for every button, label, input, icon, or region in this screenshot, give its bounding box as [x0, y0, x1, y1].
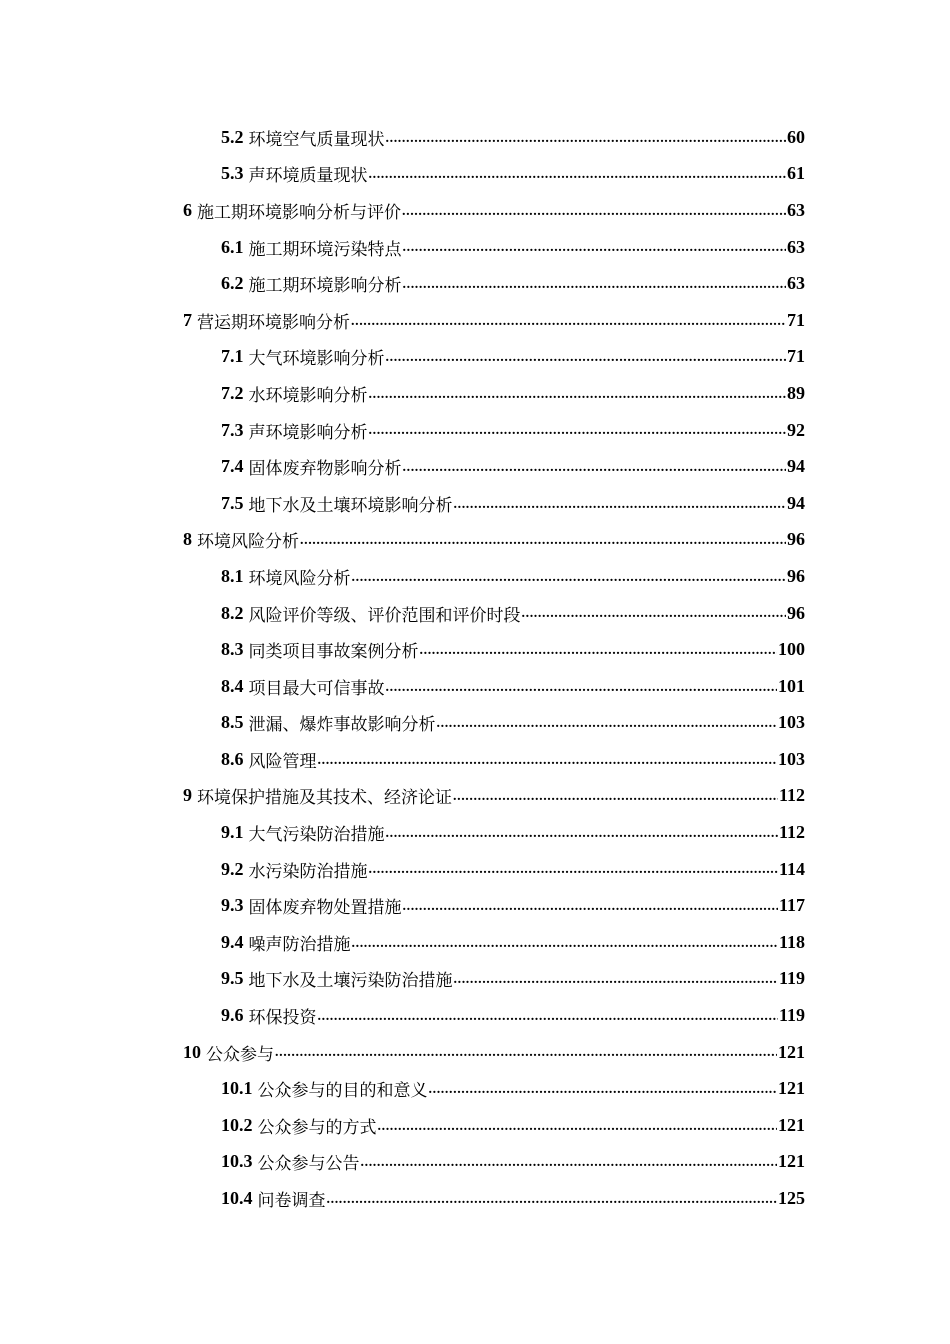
toc-entry-number: 10.3	[221, 1151, 253, 1172]
toc-entry-title: 环境保护措施及其技术、经济论证	[197, 788, 452, 809]
toc-dot-leader	[454, 972, 778, 997]
toc-entry[interactable]	[0, 924, 950, 961]
toc-entry-page-number: 71	[787, 309, 805, 330]
toc-entry[interactable]	[0, 705, 950, 742]
toc-entry-page-number: 94	[787, 456, 805, 477]
toc-entry-number: 8.3	[221, 639, 244, 660]
toc-entry-title: 水环境影响分析	[248, 385, 368, 406]
toc-dot-leader	[300, 533, 786, 558]
toc-entry[interactable]	[0, 485, 950, 522]
toc-entry-title: 公众参与的目的和意义	[257, 1081, 428, 1102]
toc-entry-title: 营运期环境影响分析	[197, 312, 350, 333]
toc-entry-title: 固体废弃物处置措施	[248, 898, 402, 919]
toc-entry-page-number: 60	[787, 126, 805, 147]
toc-entry-title: 环境风险分析	[248, 568, 351, 589]
toc-entry-page-number: 119	[778, 968, 805, 989]
toc-entry[interactable]	[0, 631, 950, 668]
toc-entry-title: 风险评价等级、评价范围和评价时段	[248, 605, 521, 626]
toc-dot-leader	[403, 460, 787, 485]
toc-entry-number: 10.4	[221, 1188, 253, 1209]
toc-entry[interactable]	[0, 119, 950, 156]
toc-entry[interactable]	[0, 778, 950, 815]
toc-dot-leader	[369, 387, 787, 412]
toc-entry-page-number: 118	[778, 931, 805, 952]
toc-dot-leader	[403, 277, 787, 302]
toc-dot-leader	[437, 716, 778, 741]
toc-entry-number: 9.2	[221, 858, 244, 879]
toc-entry-number: 10.1	[221, 1078, 253, 1099]
toc-entry[interactable]	[0, 302, 950, 339]
toc-entry-number: 9.1	[221, 822, 244, 843]
toc-entry[interactable]	[0, 851, 950, 888]
toc-entry-title: 风险管理	[248, 751, 317, 772]
toc-entry-title: 固体废弃物影响分析	[248, 459, 402, 480]
toc-entry-number: 10.2	[221, 1114, 253, 1135]
toc-dot-leader	[369, 167, 787, 192]
toc-entry-page-number: 112	[778, 822, 805, 843]
toc-entry-title: 环保投资	[248, 1008, 317, 1029]
toc-entry-title: 公众参与公告	[257, 1154, 360, 1175]
toc-entry-number: 8.1	[221, 565, 244, 586]
toc-entry-number: 8.4	[221, 675, 244, 696]
toc-entry-page-number: 117	[778, 895, 805, 916]
toc-dot-leader	[351, 314, 786, 339]
toc-entry-title: 环境风险分析	[197, 532, 299, 553]
toc-dot-leader	[352, 936, 778, 961]
toc-entry-page-number: 96	[787, 565, 805, 586]
toc-entry-number: 6	[183, 199, 192, 220]
toc-entry-number: 9.6	[221, 1005, 244, 1026]
toc-entry-page-number: 103	[778, 712, 805, 733]
toc-entry-page-number: 125	[778, 1188, 805, 1209]
toc-entry[interactable]	[0, 192, 950, 229]
toc-entry-title: 声环境质量现状	[248, 166, 368, 187]
toc-entry-page-number: 92	[787, 419, 805, 440]
toc-entry-number: 8	[183, 529, 192, 550]
toc-dot-leader	[420, 643, 778, 668]
toc-entry-number: 9.3	[221, 895, 244, 916]
toc-entry[interactable]	[0, 1107, 950, 1144]
toc-dot-leader	[378, 1119, 778, 1144]
toc-dot-leader	[386, 680, 778, 705]
toc-entry-number: 5.3	[221, 163, 244, 184]
toc-entry-title: 声环境影响分析	[248, 422, 368, 443]
toc-entry-number: 9.5	[221, 968, 244, 989]
toc-entry-page-number: 103	[778, 748, 805, 769]
toc-entry-number: 7.1	[221, 346, 244, 367]
toc-entry[interactable]	[0, 1180, 950, 1217]
toc-entry[interactable]	[0, 412, 950, 449]
toc-entry-title: 地下水及土壤环境影响分析	[248, 495, 453, 516]
toc-entry-page-number: 100	[778, 639, 805, 660]
toc-dot-leader	[522, 606, 787, 631]
toc-entry-page-number: 71	[787, 346, 805, 367]
toc-entry-number: 9	[183, 785, 192, 806]
toc-entry[interactable]	[0, 265, 950, 302]
toc-entry[interactable]	[0, 448, 950, 485]
toc-entry[interactable]	[0, 375, 950, 412]
toc-entry-number: 8.2	[221, 602, 244, 623]
toc-entry-page-number: 121	[778, 1041, 805, 1062]
toc-entry[interactable]	[0, 668, 950, 705]
toc-entry-title: 项目最大可信事故	[248, 678, 385, 699]
toc-entry[interactable]	[0, 741, 950, 778]
toc-entry-page-number: 121	[778, 1078, 805, 1099]
toc-entry-number: 8.6	[221, 748, 244, 769]
toc-entry-page-number: 63	[787, 199, 805, 220]
toc-entry-title: 地下水及土壤污染防治措施	[248, 971, 453, 992]
toc-entry-title: 大气环境影响分析	[248, 349, 385, 370]
toc-entry[interactable]	[0, 156, 950, 193]
toc-dot-leader	[386, 350, 787, 375]
toc-entry-page-number: 119	[778, 1005, 805, 1026]
toc-entry-title: 同类项目事故案例分析	[248, 642, 419, 663]
table-of-contents	[0, 119, 950, 1217]
toc-dot-leader	[429, 1082, 778, 1107]
toc-entry-page-number: 121	[778, 1114, 805, 1135]
toc-entry-title: 噪声防治措施	[248, 934, 351, 955]
toc-dot-leader	[403, 899, 778, 924]
toc-dot-leader	[403, 240, 787, 265]
toc-dot-leader	[386, 826, 778, 851]
toc-entry-page-number: 112	[778, 785, 805, 806]
toc-entry-number: 7.3	[221, 419, 244, 440]
toc-dot-leader	[453, 789, 778, 814]
toc-dot-leader	[369, 423, 787, 448]
toc-entry-number: 8.5	[221, 712, 244, 733]
toc-entry-title: 施工期环境影响分析	[248, 276, 402, 297]
toc-entry[interactable]	[0, 1034, 950, 1071]
toc-entry-page-number: 101	[778, 675, 805, 696]
toc-entry-title: 公众参与	[206, 1044, 274, 1065]
toc-entry-number: 7	[183, 309, 192, 330]
toc-entry-title: 公众参与的方式	[257, 1117, 377, 1138]
toc-dot-leader	[327, 1192, 778, 1217]
toc-entry-page-number: 121	[778, 1151, 805, 1172]
toc-entry-title: 泄漏、爆炸事故影响分析	[248, 715, 436, 736]
toc-entry[interactable]	[0, 339, 950, 376]
toc-entry-page-number: 63	[787, 273, 805, 294]
toc-entry[interactable]	[0, 229, 950, 266]
toc-entry-page-number: 89	[787, 382, 805, 403]
toc-entry-page-number: 96	[787, 529, 805, 550]
toc-dot-leader	[386, 131, 787, 156]
toc-entry[interactable]	[0, 558, 950, 595]
toc-dot-leader	[318, 753, 778, 778]
toc-entry-number: 7.2	[221, 382, 244, 403]
toc-entry-number: 10	[183, 1041, 201, 1062]
toc-entry-number: 9.4	[221, 931, 244, 952]
toc-entry[interactable]	[0, 1070, 950, 1107]
toc-entry-title: 水污染防治措施	[248, 861, 368, 882]
toc-entry-page-number: 114	[778, 858, 805, 879]
toc-dot-leader	[369, 862, 778, 887]
toc-entry[interactable]	[0, 961, 950, 998]
toc-dot-leader	[402, 204, 786, 229]
toc-entry[interactable]	[0, 522, 950, 559]
toc-entry-title: 问卷调查	[257, 1191, 326, 1212]
toc-entry-number: 7.5	[221, 492, 244, 513]
toc-entry-number: 6.2	[221, 273, 244, 294]
toc-entry-number: 5.2	[221, 126, 244, 147]
toc-entry-title: 施工期环境影响分析与评价	[197, 202, 401, 223]
toc-entry-page-number: 63	[787, 236, 805, 257]
toc-dot-leader	[352, 570, 787, 595]
toc-dot-leader	[454, 497, 787, 522]
toc-entry-page-number: 96	[787, 602, 805, 623]
toc-entry-title: 施工期环境污染特点	[248, 239, 402, 260]
toc-entry[interactable]	[0, 1144, 950, 1181]
toc-entry[interactable]	[0, 595, 950, 632]
toc-dot-leader	[318, 1009, 778, 1034]
toc-entry[interactable]	[0, 814, 950, 851]
toc-entry[interactable]	[0, 887, 950, 924]
toc-entry-title: 大气污染防治措施	[248, 825, 385, 846]
toc-entry-page-number: 94	[787, 492, 805, 513]
toc-dot-leader	[275, 1045, 777, 1070]
toc-entry-number: 6.1	[221, 236, 244, 257]
toc-dot-leader	[361, 1155, 778, 1180]
toc-entry[interactable]	[0, 997, 950, 1034]
toc-entry-page-number: 61	[787, 163, 805, 184]
toc-entry-number: 7.4	[221, 456, 244, 477]
toc-entry-title: 环境空气质量现状	[248, 129, 385, 150]
